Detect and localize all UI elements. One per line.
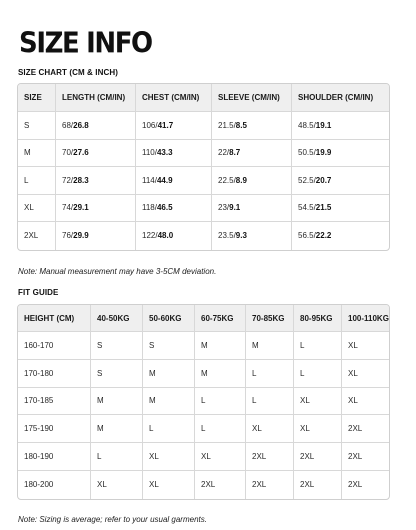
fit-cell: L bbox=[294, 332, 342, 360]
chest-cell: 122/48.0 bbox=[136, 222, 212, 250]
fit-cell: 2XL bbox=[348, 480, 363, 490]
height-cell: 160-170 bbox=[18, 332, 91, 360]
size-cell: 2XL bbox=[18, 222, 56, 250]
fit-cell: XL bbox=[294, 388, 342, 416]
table-row bbox=[18, 415, 389, 443]
fit-cell: L bbox=[294, 360, 342, 388]
column-header: 70-85KG bbox=[246, 305, 294, 332]
fit-cell: XL bbox=[91, 471, 143, 499]
fit-cell: 2XL bbox=[342, 415, 389, 443]
fit-cell: 2XL bbox=[294, 443, 342, 471]
sleeve-cell: 23/9.1 bbox=[212, 195, 292, 223]
fit-cell: 2XL bbox=[342, 443, 389, 471]
table-row bbox=[18, 195, 389, 223]
column-header: 80-95KG bbox=[294, 305, 342, 332]
shoulder-cell: 48.5/19.1 bbox=[292, 112, 389, 140]
fit-cell: L bbox=[143, 415, 195, 443]
shoulder-cell: 52.5/20.7 bbox=[292, 167, 389, 195]
size-cell: S bbox=[18, 112, 56, 140]
fit-cell: 2XL bbox=[195, 471, 246, 499]
fit-cell: M bbox=[143, 360, 195, 388]
column-header: HEIGHT (CM) bbox=[18, 305, 91, 332]
column-header: SHOULDER (CM/IN) bbox=[292, 84, 389, 112]
size-cell: L bbox=[18, 167, 56, 195]
column-header: 40-50KG bbox=[91, 305, 143, 332]
table-row bbox=[18, 443, 389, 471]
table-row bbox=[18, 360, 389, 388]
fit-cell: L bbox=[91, 443, 143, 471]
fit-cell: XL bbox=[342, 332, 389, 360]
table-row bbox=[18, 332, 389, 360]
length-cell: 74/29.1 bbox=[56, 195, 136, 223]
table-row bbox=[18, 388, 389, 416]
fit-cell: M bbox=[91, 415, 143, 443]
size-chart-table bbox=[17, 83, 390, 251]
fit-cell: 2XL bbox=[246, 443, 294, 471]
length-cell: 70/27.6 bbox=[56, 140, 136, 168]
height-cell: 170-180 bbox=[18, 360, 91, 388]
column-header: 100-110KG bbox=[342, 305, 389, 332]
sleeve-cell: 22/8.7 bbox=[212, 140, 292, 168]
length-cell: 76/29.9 bbox=[56, 222, 136, 250]
fit-cell: XL bbox=[342, 388, 389, 416]
sleeve-cell: 21.5/8.5 bbox=[212, 112, 292, 140]
page-title: SIZE INFO bbox=[19, 27, 152, 61]
sizing-note: Note: Sizing is average; refer to your usual garments. bbox=[18, 515, 207, 524]
length-cell: 68/26.8 bbox=[56, 112, 136, 140]
chest-cell: 106/41.7 bbox=[136, 112, 212, 140]
table-row bbox=[18, 112, 389, 140]
height-cell: 180-200 bbox=[18, 471, 91, 499]
chest-cell: 110/43.3 bbox=[136, 140, 212, 168]
fit-cell: M bbox=[195, 332, 246, 360]
shoulder-cell: 54.5/21.5 bbox=[292, 195, 389, 223]
chest-cell: 118/46.5 bbox=[136, 195, 212, 223]
size-cell: XL bbox=[18, 195, 56, 223]
size-chart-label: SIZE CHART (CM & INCH) bbox=[18, 68, 118, 77]
fit-cell: L bbox=[195, 415, 246, 443]
column-header: SLEEVE (CM/IN) bbox=[212, 84, 292, 112]
fit-cell: L bbox=[195, 388, 246, 416]
column-header: CHEST (CM/IN) bbox=[136, 84, 212, 112]
column-header: SIZE bbox=[18, 84, 56, 112]
table-row bbox=[18, 167, 389, 195]
column-header: 50-60KG bbox=[143, 305, 195, 332]
sleeve-cell: 23.5/9.3 bbox=[212, 222, 292, 250]
size-chart-header-row bbox=[18, 84, 389, 112]
measurement-note: Note: Manual measurement may have 3-5CM deviation. bbox=[18, 267, 217, 276]
fit-cell: S bbox=[91, 360, 143, 388]
fit-cell: 2XL bbox=[294, 471, 342, 499]
height-cell: 180-190 bbox=[18, 443, 91, 471]
table-row bbox=[18, 222, 389, 250]
table-row bbox=[18, 140, 389, 168]
table-row bbox=[18, 471, 389, 499]
fit-cell: M bbox=[143, 388, 195, 416]
fit-cell: M bbox=[91, 388, 143, 416]
fit-cell: XL bbox=[246, 415, 294, 443]
fit-cell: XL bbox=[195, 443, 246, 471]
fit-cell: S bbox=[91, 332, 143, 360]
shoulder-cell: 50.5/19.9 bbox=[292, 140, 389, 168]
shoulder-cell: 56.5/22.2 bbox=[298, 231, 332, 241]
fit-cell: M bbox=[195, 360, 246, 388]
fit-cell: L bbox=[246, 388, 294, 416]
fit-guide-header-row bbox=[18, 305, 389, 332]
fit-cell: S bbox=[143, 332, 195, 360]
fit-guide-table bbox=[17, 304, 390, 500]
column-header: LENGTH (CM/IN) bbox=[56, 84, 136, 112]
column-header: 60-75KG bbox=[195, 305, 246, 332]
size-cell: M bbox=[18, 140, 56, 168]
fit-cell: XL bbox=[143, 443, 195, 471]
sleeve-cell: 22.5/8.9 bbox=[212, 167, 292, 195]
fit-cell: M bbox=[246, 332, 294, 360]
fit-cell: 2XL bbox=[246, 471, 294, 499]
length-cell: 72/28.3 bbox=[56, 167, 136, 195]
fit-cell: XL bbox=[294, 415, 342, 443]
fit-guide-label: FIT GUIDE bbox=[18, 288, 59, 297]
fit-cell: XL bbox=[143, 471, 195, 499]
height-cell: 175-190 bbox=[18, 415, 91, 443]
fit-cell: XL bbox=[342, 360, 389, 388]
chest-cell: 114/44.9 bbox=[136, 167, 212, 195]
height-cell: 170-185 bbox=[18, 388, 91, 416]
fit-cell: L bbox=[246, 360, 294, 388]
